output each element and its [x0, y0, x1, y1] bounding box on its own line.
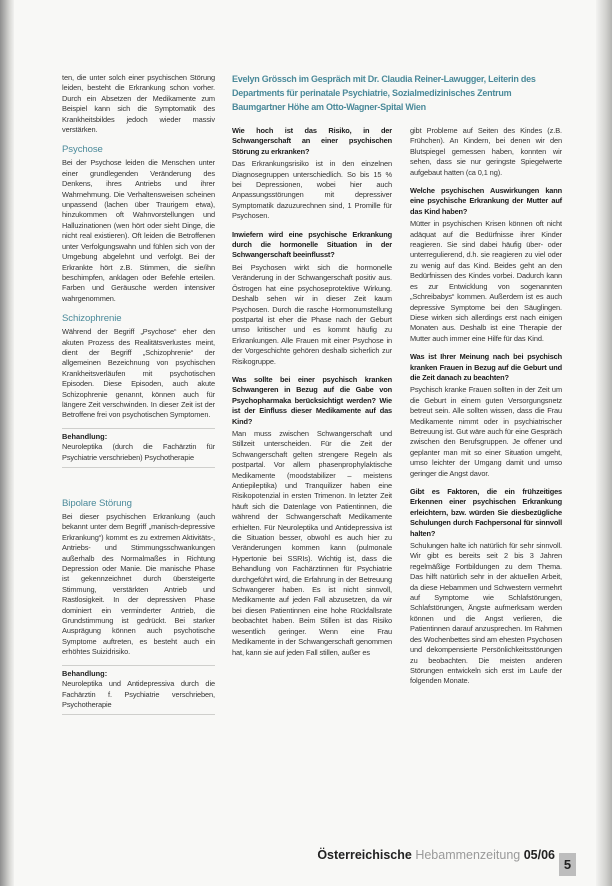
- treatment-label: Behandlung:: [62, 668, 108, 678]
- interview-answer-continuation: gibt Probleme auf Seiten des Kindes (z.B. Frühchen). An Kindern, bei denen wir den Blutspiegel gemessen haben, konnten wir sehen, dass sie nur geringste Spiegelwerte aufgebaut hatten (ca 0,1 ng).: [410, 126, 562, 177]
- interview-qa-block: [410, 487, 562, 687]
- scan-edge-shadow-right: [596, 0, 612, 886]
- interview-question: Was ist Ihrer Meinung nach bei psychisch kranken Frauen in Bezug auf die Geburt und die Zeit danach zu beachten?: [410, 352, 562, 382]
- interview-answer: Psychisch kranke Frauen sollten in der Zeit um die Geburt in einem guten Versorgungsnetz betreut sein. Alle sollten wissen, dass die Frau Medikamente nimmt oder in psychiatrischer Betreuung ist. Gut wäre auch für eine Gespräch zwischen den Berufsgruppen. Je offener und geplanter man mit so einer Situation umgeht, umso leichter der Umgang damit und umso geringer die Angst davor.: [410, 385, 562, 478]
- interview-answer: Bei Psychosen wirkt sich die hormonelle Veränderung in der Schwangerschaft positiv aus. Östrogen hat eine psychoseprotektive Wirkung. Deshalb sehen wir in dieser Zeit kaum Psychosen. Durch die rasche Hormonumstellung postpartal ist eher die Phase nach der Geburt umso kritischer und es kommt häufig zu Erkrankungen. Alle Frauen mit einer Psychose in der Vorgeschichte gehören deshalb sicherlich zur Risikogruppe.: [232, 262, 392, 366]
- interview-question: Gibt es Faktoren, die ein frühzeitiges Erkennen einer psychischen Erkrankung erleichtern, bzw. würden Sie diesbezügliche Schulungen durch Fachpersonal für sinnvoll halten?: [410, 487, 562, 538]
- interview-columns: [232, 126, 562, 687]
- interview-qa-block: [410, 186, 562, 344]
- interview-answer: Schulungen halte ich natürlich für sehr sinnvoll. Wir gibt es bereits seit 2 bis 3 Jahren regelmäßige Fortbildungen zu dem Thema. Das hilft natürlich sehr in der aktuellen Arbeit, da diese Hebammen und Schwestern vermehrt auf Symptome wie Schlafstörungen, Schlafstörungen, Ängste aufmerksam werden können und die Angst verlieren, die Patientinnen darauf anzusprechen. Im Rahmen des Wochenbettes sind am ehesten Psychosen und dekompensierte Persönlichkeitsstörungen zu beobachten. Die meisten anderen Störungen entwickeln sich erst im Laufe der folgenden Monate.: [410, 541, 562, 686]
- issue-number: 05/06: [523, 848, 555, 862]
- left-column: [62, 73, 215, 715]
- treatment-text: Neuroleptika und Antidepressiva durch die Fachärztin f. Psychiatrie verschrieben, Psychotherapie: [62, 679, 215, 709]
- page-number: 5: [563, 857, 572, 872]
- interview-question: Was sollte bei einer psychisch kranken Schwangeren in Bezug auf die Gabe von Psychopharmaka berücksichtigt werden? Wie ist der Einfluss dieser Medikamente auf das Kind?: [232, 374, 392, 426]
- interview-middle-column: [232, 126, 392, 687]
- page-number-box: [559, 853, 576, 876]
- section-heading-bipolare-stoerung: Bipolare Störung: [62, 498, 132, 509]
- treatment-label: Behandlung:: [62, 431, 108, 441]
- interview-right-column: [410, 126, 562, 687]
- section-heading-psychose: Psychose: [62, 144, 103, 156]
- interview-qa-block: [232, 375, 392, 658]
- interview-qa-block: [232, 126, 392, 222]
- interview-question: Wie hoch ist das Risiko, in der Schwangerschaft an einer psychischen Störung zu erkranken?: [232, 126, 392, 156]
- scan-edge-shadow-left: [0, 0, 14, 886]
- interview-article: [232, 72, 562, 687]
- treatment-block-schizophrenie: [62, 428, 215, 468]
- interview-answer: Das Erkrankungsrisiko ist in den einzelnen Diagnosegruppen unterschiedlich. So bis 15 % bei Depressionen, wobei hier auch Anpassungsstörungen mit depressiver Symptomatik dazuzurechnen sind, 1 Promille für Psychosen.: [232, 159, 392, 221]
- left-intro-paragraph: ten, die unter solch einer psychischen Störung leiden, besteht die Erkrankung schon vorher. Durch ein Absetzen der Medikamente zum Beispiel kann sich die Symptomatik des Krankheitsbildes jedoch wieder massiv verstärken.: [62, 73, 215, 135]
- interview-question: Inwiefern wird eine psychische Erkrankung durch die hormonelle Situation in der Schwangerschaft beeinflusst?: [232, 229, 392, 260]
- interview-qa-block: [232, 230, 392, 367]
- publication-name-first: Österreichische: [317, 848, 412, 862]
- publication-name-second: Hebammenzeitung: [415, 848, 521, 862]
- interview-qa-block: [410, 352, 562, 479]
- section-heading-schizophrenie: Schizophrenie: [62, 313, 122, 325]
- section-text-psychose: Bei der Psychose leiden die Menschen unter einer grundlegenden Veränderung des Denkens, ihres Antriebs und ihrer Wahrnehmung. Die Verhaltensweisen scheinen unpassend (lachen über Traurigem etwa), hinzukommen oft Wahnvorstellungen und Halluzinationen (wen hört oder sieht Dinge, die nicht real existieren). Oft leiden die Betroffenen unter Verfolgungswahn und fühlen sich von der Umgebung abgelehnt und verfolgt. Bei der Erkrankte hört z.B. Stimmen, die sie/ihn beschimpfen, anklagen oder Befehle erteilen. Farben und Geräusche werden intensiver wahrgenommen.: [62, 158, 215, 303]
- interview-answer: Mütter in psychischen Krisen können oft nicht adäquat auf die Bedürfnisse ihrer Kinder reagieren. Sie sind dabei häufig über- oder unterregulierend, d.h. sie reagieren zu viel oder zu wenig auf das Kind. Beides geht an den Bedürfnissen des Kindes vorbei. Dadurch kann es zur Entwicklung von sogenannten „Schreibabys“ kommen. Außerdem ist es auch depressive Symptome bei den Säuglingen. Diese wirken sich allerdings erst nach einigen Monaten aus. Deshalb ist eine Therapie der Mutter auch immer eine Hilfe für das Kind.: [410, 219, 562, 343]
- interview-answer: Man muss zwischen Schwangerschaft und Stillzeit unterscheiden. Für die Zeit der Schwangerschaft gelten strengere Regeln als postpartal. Vor allem phasenprophylaktische Medikamente (moodstabilizer – meistens Antiepileptika) und Tranquilizer haben eine Risikopotenzial in ersten Trimenon. In letzter Zeit häuft sich die Datenlage von Patientinnen, die während der Schwangerschaft Medikamente erhielten. Für Neuroleptika und Antidepressiva ist die Situation besser, obwohl es auch hier zu Veränderungen kommen kann (pulmonale Hypertonie bei SSRIs). Wichtig ist, dass die Behandlung von Fachärztinnen für Psychiatrie durchgeführt wird, die Erfahrung in der Betreuung Schwangerer haben. Es ist nicht sinnvoll, Medikamente auf jeden Fall abzusetzen, da wir bei diesen Patientinnen eine hohe Rückfallsrate beobachtet haben. Beim Stillen ist das Risiko wesentlich geringer. Wenn eine Frau Medikamente in der Schwangerschaft genommen hat, kann sie auf jeden Fall stillen, außer es: [232, 428, 392, 657]
- interview-header: Evelyn Grössch im Gespräch mit Dr. Claudia Reiner-Lawugger, Leiterin des Departments für perinatale Psychiatrie, Sozialmedizinisches Zentrum Baumgartner Höhe am Otto-Wagner-Spital Wien: [232, 74, 536, 112]
- treatment-text: Neuroleptika (durch die Fachärztin für Psychiatrie verschrieben) Psychotherapie: [62, 442, 215, 462]
- section-text-schizophrenie: Während der Begriff „Psychose“ eher den akuten Prozess des Realitätsverlustes meint, dient der Begriff „Schizophrenie“ der allgemeinen Bezeichnung von psychischen Krankheitsverläufen mit psychotischen Episoden. Diese Episoden, auch akute Schizophrenie genannt, können auch für längere Zeit verschwinden. In dieser Zeit ist der Betroffene frei von psychotischen Symptomen.: [62, 327, 215, 420]
- treatment-block-bipolare-stoerung: [62, 665, 215, 716]
- interview-question: Welche psychischen Auswirkungen kann eine psychische Erkrankung der Mutter auf das Kind haben?: [410, 186, 562, 216]
- publication-footer: [317, 848, 555, 863]
- section-text-bipolare-stoerung: Bei dieser psychischen Erkrankung (auch bekannt unter dem Begriff „manisch-depressive Erkrankung“) kommt es zu extremen Aktivitäts-, Antriebs- und Stimmungsschwankungen außerhalb des Normalmaßes in Richtung Depression oder Manie. Die manische Phase ist gekennzeichnet durch übersteigerte Stimmung, verstärkten Antrieb und Rastlosigkeit. In der depressiven Phase dominiert ein verminderter Antrieb, die Grundstimmung ist gedrückt. Bei starker Ausprägung können auch psychotische Symptome auftreten, es besteht auch ein erhöhtes Suizidrisiko.: [62, 512, 215, 657]
